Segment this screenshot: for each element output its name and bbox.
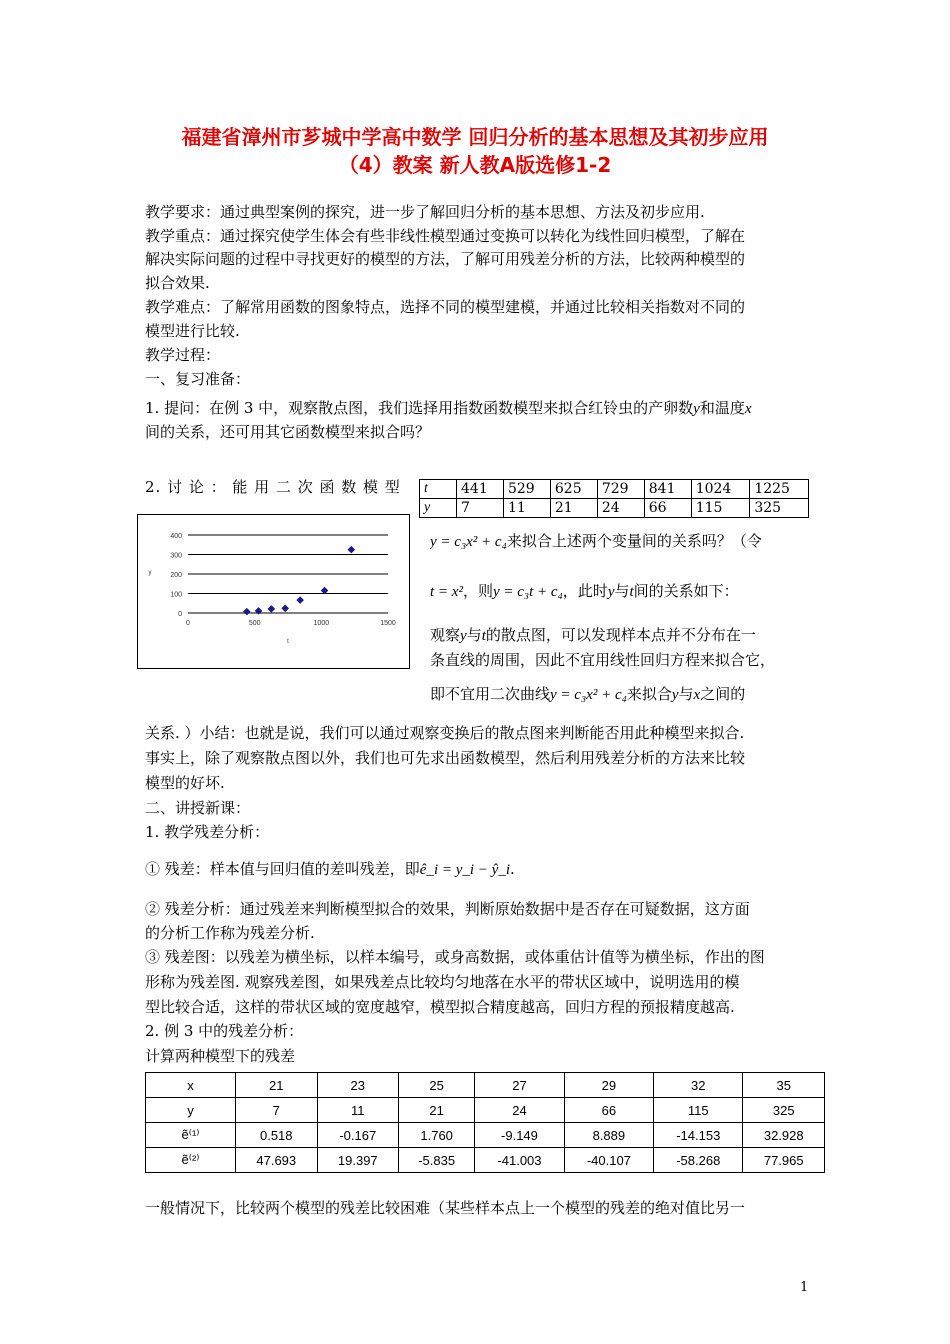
- q2-text-then: ，则: [462, 582, 493, 600]
- y-tick-label: 100: [170, 591, 182, 599]
- item-2-heading: 2. 例 3 中的残差分析：: [145, 1022, 304, 1040]
- res-cell: 35: [743, 1073, 825, 1098]
- y-cell: 21: [550, 499, 597, 518]
- q2-text-1: 来拟合上述两个变量间的关系吗？（令: [506, 532, 762, 550]
- t-row: [420, 480, 809, 499]
- q1-text-and: 和温度: [699, 399, 745, 417]
- observe-line-2: 条直线的周围，因此不宜用线性回归方程来拟合它，: [430, 651, 776, 669]
- y-cell: 325: [750, 499, 809, 518]
- res-cell: 8.889: [564, 1123, 653, 1148]
- res-cell: 77.965: [743, 1148, 825, 1173]
- q2-substitution: t = x²: [430, 584, 463, 600]
- obs-line3-c: 与: [678, 685, 694, 703]
- obs-text-3: 的散点图，可以发现样本点并不分布在一: [485, 626, 756, 644]
- resid-end: .: [510, 860, 515, 878]
- observe-line-1: [430, 624, 810, 647]
- y-tick-label: 400: [170, 533, 182, 540]
- obs-text-1: 观察: [430, 626, 461, 644]
- res-cell: 0.518: [236, 1123, 318, 1148]
- res-cell: 25: [399, 1073, 475, 1098]
- obs-formula: y = c₃x² + c₄: [550, 687, 627, 703]
- res-cell: -5.835: [399, 1148, 475, 1173]
- q2-var-y: y: [607, 584, 615, 600]
- resid-formula: ê_i = y_i − ŷ_i: [419, 862, 511, 878]
- y-tick-label: 200: [170, 572, 182, 579]
- summary-line-3: 模型的好坏.: [145, 774, 225, 792]
- residual-analysis-line-1: ② 残差分析：通过残差来判断模型拟合的效果，判断原始数据中是否存在可疑数据，这方面: [145, 900, 750, 918]
- q1-text-1: 1. 提问：在例 3 中，观察散点图，我们选择用指数函数模型来拟合红铃虫的产卵数: [145, 399, 694, 417]
- title-line-1: 福建省漳州市芗城中学高中数学 回归分析的基本思想及其初步应用: [181, 125, 769, 149]
- y-row: [420, 499, 809, 518]
- res-label-y: y: [146, 1098, 236, 1123]
- question-2-line-2: [430, 580, 810, 603]
- y-cell: 115: [691, 499, 750, 518]
- teaching-requirement: 教学要求：通过典型案例的探究，进一步了解回归分析的基本思想、方法及初步应用.: [145, 203, 705, 221]
- res-row-e1: [146, 1123, 825, 1148]
- difficulty-line-2: 模型进行比较.: [145, 322, 240, 340]
- key-point-line-3: 拟合效果.: [145, 274, 210, 292]
- res-cell: 7: [236, 1098, 318, 1123]
- summary-line-2: 事实上，除了观察散点图以外，我们也可先求出函数模型，然后利用残差分析的方法来比较: [145, 749, 746, 767]
- t-cell: 729: [597, 480, 644, 499]
- obs-var-y: y: [460, 628, 467, 644]
- res-cell: -40.107: [564, 1148, 653, 1173]
- t-cell: 1024: [691, 480, 750, 499]
- q2-formula-2: y = c₃t + c₄: [492, 584, 563, 600]
- question-2-line-1: [430, 530, 810, 553]
- residual-analysis-line-2: 的分析工作称为残差分析.: [145, 924, 315, 942]
- obs-line3-var-x: x: [693, 687, 701, 703]
- res-cell: 11: [317, 1098, 399, 1123]
- t-cell: 441: [457, 480, 504, 499]
- y-cell: 24: [597, 499, 644, 518]
- res-label-e2: ẽ⁽²⁾: [146, 1148, 236, 1173]
- t-cell: 841: [644, 480, 691, 499]
- question-1-line-1: [145, 397, 810, 420]
- final-line: 一般情况下，比较两个模型的残差比较困难（某些样本点上一个模型的残差的绝对值比另一: [145, 1199, 746, 1217]
- summary-line-1: 关系. ）小结：也就是说，我们可以通过观察变换后的散点图来判断能否用此种模型来拟合.: [145, 724, 745, 742]
- res-cell: -0.167: [317, 1123, 399, 1148]
- obs-line3-b: 来拟合: [626, 685, 672, 703]
- y-cell: 66: [644, 499, 691, 518]
- x-tick-label: 1500: [380, 620, 396, 627]
- q1-var-y: y: [693, 401, 700, 417]
- observe-line-3: [430, 683, 810, 706]
- residual-definition: [145, 858, 810, 881]
- res-cell: 32: [654, 1073, 743, 1098]
- res-cell: 24: [475, 1098, 564, 1123]
- review-heading: 一、复习准备：: [145, 370, 251, 388]
- q2-text-with: 与: [614, 582, 630, 600]
- x-tick-label: 1000: [313, 620, 330, 627]
- res-cell: -41.003: [475, 1148, 564, 1173]
- process-heading: 教学过程：: [145, 346, 221, 364]
- question-1-line-2: 间的关系，还可用其它函数模型来拟合吗？: [145, 423, 431, 441]
- resid-def-text: ① 残差：样本值与回归值的差叫残差，即: [145, 860, 420, 878]
- t-row-label: t: [420, 480, 457, 499]
- obs-line3-a: 即不宜用二次曲线: [430, 685, 551, 703]
- res-cell: 32.928: [743, 1123, 825, 1148]
- res-row-x: [146, 1073, 825, 1098]
- t-cell: 529: [503, 480, 550, 499]
- res-cell: 23: [317, 1073, 399, 1098]
- q2-var-t: t: [629, 584, 634, 600]
- calc-heading: 计算两种模型下的残差: [145, 1047, 296, 1065]
- q2-text-rel-2: 间的关系如下：: [633, 582, 739, 600]
- q1-var-x: x: [744, 401, 752, 417]
- res-cell: 27: [475, 1073, 564, 1098]
- res-cell: -14.153: [654, 1123, 743, 1148]
- res-row-e2: [146, 1148, 825, 1173]
- residual-plot-line-1: ③ 残差图：以残差为横坐标，以样本编号，或身高数据，或体重估计值等为横坐标，作出的图: [145, 948, 765, 966]
- title-line-2: （4）教案 新人教A版选修1-2: [338, 153, 612, 177]
- key-point-line-1: 教学重点：通过探究使学生体会有些非线性模型通过变换可以转化为线性回归模型，了解在: [145, 227, 746, 245]
- res-cell: -9.149: [475, 1123, 564, 1148]
- obs-line3-d: 之间的: [700, 685, 746, 703]
- obs-line3-var-y: y: [671, 687, 679, 703]
- page-number: 1: [800, 1280, 809, 1295]
- res-cell: 1.760: [399, 1123, 475, 1148]
- res-cell: 29: [564, 1073, 653, 1098]
- key-point-line-2: 解决实际问题的过程中寻找更好的模型的方法，了解可用残差分析的方法，比较两种模型的: [145, 250, 746, 268]
- residual-plot-line-3: 型比较合适，这样的带状区域的宽度越窄，模型拟合精度越高，回归方程的预报精度越高.: [145, 998, 735, 1016]
- q2-formula: y = c₃x² + c₄: [430, 534, 507, 550]
- scatter-chart-frame: [137, 514, 410, 669]
- item-1-heading: 1. 教学残差分析：: [145, 823, 270, 841]
- x-tick-label: 0: [186, 620, 190, 627]
- res-cell: 21: [399, 1098, 475, 1123]
- res-cell: 21: [236, 1073, 318, 1098]
- res-cell: 66: [564, 1098, 653, 1123]
- x-tick-label: 500: [248, 620, 261, 627]
- y-cell: 7: [457, 499, 504, 518]
- question-2-label: 2. 讨 论 ： 能 用 二 次 函 数 模 型: [145, 478, 401, 496]
- t-y-table: [419, 479, 809, 518]
- res-label-e1: ẽ⁽¹⁾: [146, 1123, 236, 1148]
- t-cell: 625: [550, 480, 597, 499]
- y-row-label: y: [420, 499, 457, 518]
- t-cell: 1225: [750, 480, 809, 499]
- res-row-y: [146, 1098, 825, 1123]
- residual-table: [145, 1072, 825, 1173]
- res-label-x: x: [146, 1073, 236, 1098]
- res-cell: 325: [743, 1098, 825, 1123]
- res-cell: 115: [654, 1098, 743, 1123]
- section-2-heading: 二、讲授新课：: [145, 799, 251, 817]
- residual-plot-line-2: 形称为残差图. 观察残差图，如果残差点比较均匀地落在水平的带状区域中，说明选用的模: [145, 973, 740, 991]
- y-axis-label: y: [148, 570, 152, 576]
- y-tick-label: 0: [178, 611, 182, 618]
- y-tick-label: 300: [170, 552, 182, 560]
- res-cell: -58.268: [654, 1148, 743, 1173]
- obs-var-t: t: [481, 628, 486, 644]
- scatter-chart: [138, 515, 409, 668]
- res-cell: 19.397: [317, 1148, 399, 1173]
- res-cell: 47.693: [236, 1148, 318, 1173]
- x-axis-label: t: [287, 639, 289, 645]
- obs-text-2: 与: [466, 626, 482, 644]
- y-cell: 11: [503, 499, 550, 518]
- q2-text-rel: ，此时: [562, 582, 608, 600]
- difficulty-line-1: 教学难点：了解常用函数的图象特点，选择不同的模型建模，并通过比较相关指数对不同的: [145, 298, 746, 316]
